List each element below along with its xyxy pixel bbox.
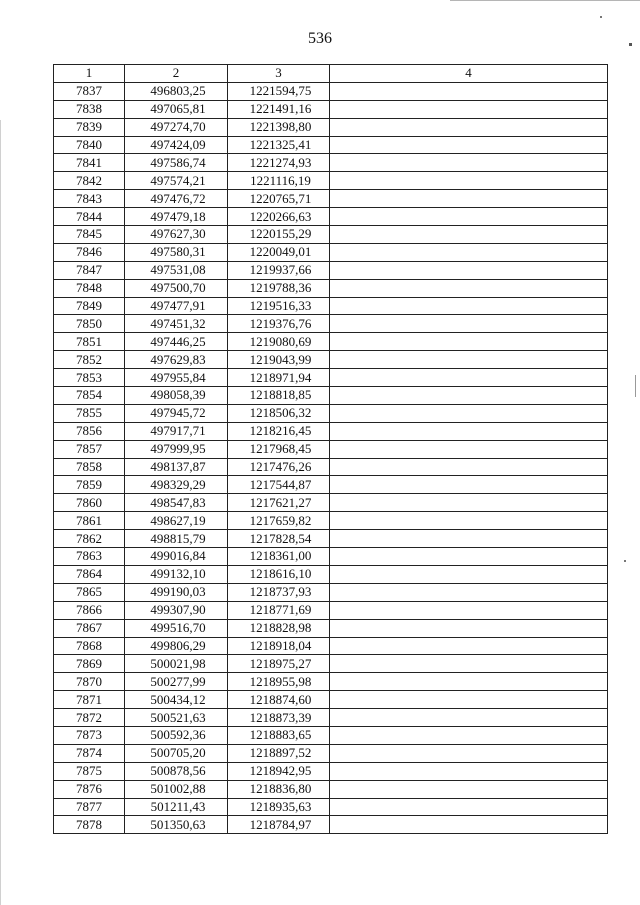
x-coordinate-cell: 497574,21	[125, 172, 228, 190]
table-row	[54, 798, 608, 816]
x-coordinate-cell: 498627,19	[125, 512, 228, 530]
scan-speck	[600, 16, 602, 18]
y-coordinate-cell: 1218771,69	[228, 601, 330, 619]
point-number-cell: 7853	[54, 369, 125, 387]
point-number-cell: 7876	[54, 780, 125, 798]
point-number-cell: 7877	[54, 798, 125, 816]
table-row	[54, 458, 608, 476]
y-coordinate-cell: 1218828,98	[228, 619, 330, 637]
page-number: 536	[308, 30, 332, 47]
x-coordinate-cell: 497477,91	[125, 297, 228, 315]
table-row	[54, 333, 608, 351]
note-cell	[330, 404, 608, 422]
point-number-cell: 7874	[54, 744, 125, 762]
point-number-cell: 7841	[54, 154, 125, 172]
x-coordinate-cell: 497955,84	[125, 369, 228, 387]
point-number-cell: 7846	[54, 243, 125, 261]
table-row	[54, 744, 608, 762]
point-number-cell: 7866	[54, 601, 125, 619]
point-number-cell: 7873	[54, 726, 125, 744]
y-coordinate-cell: 1218216,45	[228, 422, 330, 440]
table-row	[54, 548, 608, 566]
x-coordinate-cell: 499806,29	[125, 637, 228, 655]
y-coordinate-cell: 1221594,75	[228, 82, 330, 100]
y-coordinate-cell: 1220765,71	[228, 190, 330, 208]
point-number-cell: 7850	[54, 315, 125, 333]
point-number-cell: 7860	[54, 494, 125, 512]
table-row	[54, 422, 608, 440]
point-number-cell: 7844	[54, 208, 125, 226]
note-cell	[330, 494, 608, 512]
point-number-cell: 7837	[54, 82, 125, 100]
point-number-cell: 7840	[54, 136, 125, 154]
y-coordinate-cell: 1221274,93	[228, 154, 330, 172]
table-row	[54, 655, 608, 673]
point-number-cell: 7864	[54, 565, 125, 583]
note-cell	[330, 118, 608, 136]
point-number-cell: 7868	[54, 637, 125, 655]
column-header-1: 1	[54, 65, 125, 83]
x-coordinate-cell: 500705,20	[125, 744, 228, 762]
note-cell	[330, 422, 608, 440]
point-number-cell: 7859	[54, 476, 125, 494]
x-coordinate-cell: 499307,90	[125, 601, 228, 619]
note-cell	[330, 226, 608, 244]
y-coordinate-cell: 1217659,82	[228, 512, 330, 530]
note-cell	[330, 619, 608, 637]
note-cell	[330, 172, 608, 190]
note-cell	[330, 780, 608, 798]
y-coordinate-cell: 1217828,54	[228, 530, 330, 548]
column-header-2: 2	[125, 65, 228, 83]
x-coordinate-cell: 497451,32	[125, 315, 228, 333]
y-coordinate-cell: 1217544,87	[228, 476, 330, 494]
y-coordinate-cell: 1218975,27	[228, 655, 330, 673]
x-coordinate-cell: 497479,18	[125, 208, 228, 226]
table-row	[54, 226, 608, 244]
table-row	[54, 530, 608, 548]
x-coordinate-cell: 497274,70	[125, 118, 228, 136]
x-coordinate-cell: 500592,36	[125, 726, 228, 744]
note-cell	[330, 512, 608, 530]
y-coordinate-cell: 1219788,36	[228, 279, 330, 297]
y-coordinate-cell: 1219937,66	[228, 261, 330, 279]
scan-edge-top	[450, 0, 640, 1]
x-coordinate-cell: 497917,71	[125, 422, 228, 440]
point-number-cell: 7862	[54, 530, 125, 548]
table-row	[54, 619, 608, 637]
x-coordinate-cell: 497999,95	[125, 440, 228, 458]
point-number-cell: 7856	[54, 422, 125, 440]
table-row	[54, 726, 608, 744]
note-cell	[330, 744, 608, 762]
table-row	[54, 476, 608, 494]
x-coordinate-cell: 497446,25	[125, 333, 228, 351]
y-coordinate-cell: 1218873,39	[228, 709, 330, 727]
note-cell	[330, 369, 608, 387]
note-cell	[330, 208, 608, 226]
point-number-cell: 7849	[54, 297, 125, 315]
x-coordinate-cell: 497580,31	[125, 243, 228, 261]
note-cell	[330, 709, 608, 727]
point-number-cell: 7872	[54, 709, 125, 727]
point-number-cell: 7847	[54, 261, 125, 279]
note-cell	[330, 154, 608, 172]
point-number-cell: 7851	[54, 333, 125, 351]
y-coordinate-cell: 1218506,32	[228, 404, 330, 422]
note-cell	[330, 136, 608, 154]
table-row	[54, 709, 608, 727]
x-coordinate-cell: 500434,12	[125, 691, 228, 709]
y-coordinate-cell: 1218971,94	[228, 369, 330, 387]
y-coordinate-cell: 1217968,45	[228, 440, 330, 458]
note-cell	[330, 691, 608, 709]
x-coordinate-cell: 497476,72	[125, 190, 228, 208]
y-coordinate-cell: 1220266,63	[228, 208, 330, 226]
table-row	[54, 190, 608, 208]
note-cell	[330, 297, 608, 315]
y-coordinate-cell: 1220155,29	[228, 226, 330, 244]
x-coordinate-cell: 498058,39	[125, 387, 228, 405]
note-cell	[330, 816, 608, 834]
x-coordinate-cell: 497424,09	[125, 136, 228, 154]
y-coordinate-cell: 1218955,98	[228, 673, 330, 691]
point-number-cell: 7858	[54, 458, 125, 476]
x-coordinate-cell: 497945,72	[125, 404, 228, 422]
note-cell	[330, 351, 608, 369]
x-coordinate-cell: 499190,03	[125, 583, 228, 601]
table-row	[54, 673, 608, 691]
note-cell	[330, 315, 608, 333]
x-coordinate-cell: 498137,87	[125, 458, 228, 476]
x-coordinate-cell: 497531,08	[125, 261, 228, 279]
point-number-cell: 7878	[54, 816, 125, 834]
note-cell	[330, 565, 608, 583]
note-cell	[330, 476, 608, 494]
point-number-cell: 7852	[54, 351, 125, 369]
note-cell	[330, 637, 608, 655]
table-row	[54, 136, 608, 154]
point-number-cell: 7839	[54, 118, 125, 136]
table-header	[54, 65, 608, 83]
y-coordinate-cell: 1218942,95	[228, 762, 330, 780]
y-coordinate-cell: 1219043,99	[228, 351, 330, 369]
table-row	[54, 637, 608, 655]
table-row	[54, 691, 608, 709]
x-coordinate-cell: 497065,81	[125, 100, 228, 118]
note-cell	[330, 243, 608, 261]
x-coordinate-cell: 499516,70	[125, 619, 228, 637]
table-row	[54, 82, 608, 100]
y-coordinate-cell: 1218874,60	[228, 691, 330, 709]
x-coordinate-cell: 500021,98	[125, 655, 228, 673]
table-header-row	[54, 65, 608, 83]
x-coordinate-cell: 498329,29	[125, 476, 228, 494]
table-row	[54, 351, 608, 369]
table-row	[54, 154, 608, 172]
point-number-cell: 7842	[54, 172, 125, 190]
y-coordinate-cell: 1221325,41	[228, 136, 330, 154]
scan-edge-left	[0, 120, 1, 905]
y-coordinate-cell: 1218918,04	[228, 637, 330, 655]
x-coordinate-cell: 497627,30	[125, 226, 228, 244]
note-cell	[330, 798, 608, 816]
table-row	[54, 261, 608, 279]
note-cell	[330, 548, 608, 566]
table-row	[54, 565, 608, 583]
note-cell	[330, 762, 608, 780]
note-cell	[330, 261, 608, 279]
x-coordinate-cell: 501002,88	[125, 780, 228, 798]
x-coordinate-cell: 500521,63	[125, 709, 228, 727]
x-coordinate-cell: 497586,74	[125, 154, 228, 172]
table-row	[54, 172, 608, 190]
table-row	[54, 100, 608, 118]
y-coordinate-cell: 1218935,63	[228, 798, 330, 816]
x-coordinate-cell: 500277,99	[125, 673, 228, 691]
y-coordinate-cell: 1217621,27	[228, 494, 330, 512]
note-cell	[330, 190, 608, 208]
y-coordinate-cell: 1221398,80	[228, 118, 330, 136]
y-coordinate-cell: 1218616,10	[228, 565, 330, 583]
table-row	[54, 279, 608, 297]
table-row	[54, 315, 608, 333]
note-cell	[330, 387, 608, 405]
x-coordinate-cell: 497500,70	[125, 279, 228, 297]
table-row	[54, 404, 608, 422]
point-number-cell: 7854	[54, 387, 125, 405]
point-number-cell: 7855	[54, 404, 125, 422]
y-coordinate-cell: 1218818,85	[228, 387, 330, 405]
table-row	[54, 494, 608, 512]
table-row	[54, 387, 608, 405]
table-row	[54, 440, 608, 458]
note-cell	[330, 673, 608, 691]
note-cell	[330, 279, 608, 297]
point-number-cell: 7867	[54, 619, 125, 637]
x-coordinate-cell: 498815,79	[125, 530, 228, 548]
note-cell	[330, 726, 608, 744]
point-number-cell: 7875	[54, 762, 125, 780]
note-cell	[330, 440, 608, 458]
table-row	[54, 243, 608, 261]
note-cell	[330, 458, 608, 476]
scan-speck	[635, 375, 636, 397]
column-header-4: 4	[330, 65, 608, 83]
note-cell	[330, 82, 608, 100]
y-coordinate-cell: 1218883,65	[228, 726, 330, 744]
table-row	[54, 780, 608, 798]
point-number-cell: 7865	[54, 583, 125, 601]
note-cell	[330, 530, 608, 548]
scan-speck	[624, 560, 626, 562]
y-coordinate-cell: 1220049,01	[228, 243, 330, 261]
note-cell	[330, 100, 608, 118]
point-number-cell: 7838	[54, 100, 125, 118]
point-number-cell: 7843	[54, 190, 125, 208]
x-coordinate-cell: 501350,63	[125, 816, 228, 834]
y-coordinate-cell: 1218737,93	[228, 583, 330, 601]
table-row	[54, 762, 608, 780]
y-coordinate-cell: 1218836,80	[228, 780, 330, 798]
note-cell	[330, 601, 608, 619]
note-cell	[330, 655, 608, 673]
table-row	[54, 369, 608, 387]
x-coordinate-cell: 500878,56	[125, 762, 228, 780]
table-row	[54, 118, 608, 136]
y-coordinate-cell: 1219516,33	[228, 297, 330, 315]
y-coordinate-cell: 1219080,69	[228, 333, 330, 351]
x-coordinate-cell: 496803,25	[125, 82, 228, 100]
point-number-cell: 7857	[54, 440, 125, 458]
y-coordinate-cell: 1218897,52	[228, 744, 330, 762]
y-coordinate-cell: 1221116,19	[228, 172, 330, 190]
note-cell	[330, 583, 608, 601]
point-number-cell: 7845	[54, 226, 125, 244]
x-coordinate-cell: 498547,83	[125, 494, 228, 512]
table-row	[54, 601, 608, 619]
x-coordinate-cell: 499132,10	[125, 565, 228, 583]
point-number-cell: 7863	[54, 548, 125, 566]
table-row	[54, 512, 608, 530]
coordinates-table	[53, 64, 608, 834]
column-header-3: 3	[228, 65, 330, 83]
y-coordinate-cell: 1218361,00	[228, 548, 330, 566]
table-body	[54, 82, 608, 833]
x-coordinate-cell: 497629,83	[125, 351, 228, 369]
point-number-cell: 7861	[54, 512, 125, 530]
y-coordinate-cell: 1217476,26	[228, 458, 330, 476]
note-cell	[330, 333, 608, 351]
y-coordinate-cell: 1221491,16	[228, 100, 330, 118]
point-number-cell: 7869	[54, 655, 125, 673]
x-coordinate-cell: 501211,43	[125, 798, 228, 816]
y-coordinate-cell: 1219376,76	[228, 315, 330, 333]
table-row	[54, 297, 608, 315]
point-number-cell: 7871	[54, 691, 125, 709]
point-number-cell: 7848	[54, 279, 125, 297]
table-row	[54, 208, 608, 226]
x-coordinate-cell: 499016,84	[125, 548, 228, 566]
y-coordinate-cell: 1218784,97	[228, 816, 330, 834]
table-row	[54, 583, 608, 601]
point-number-cell: 7870	[54, 673, 125, 691]
table-row	[54, 816, 608, 834]
